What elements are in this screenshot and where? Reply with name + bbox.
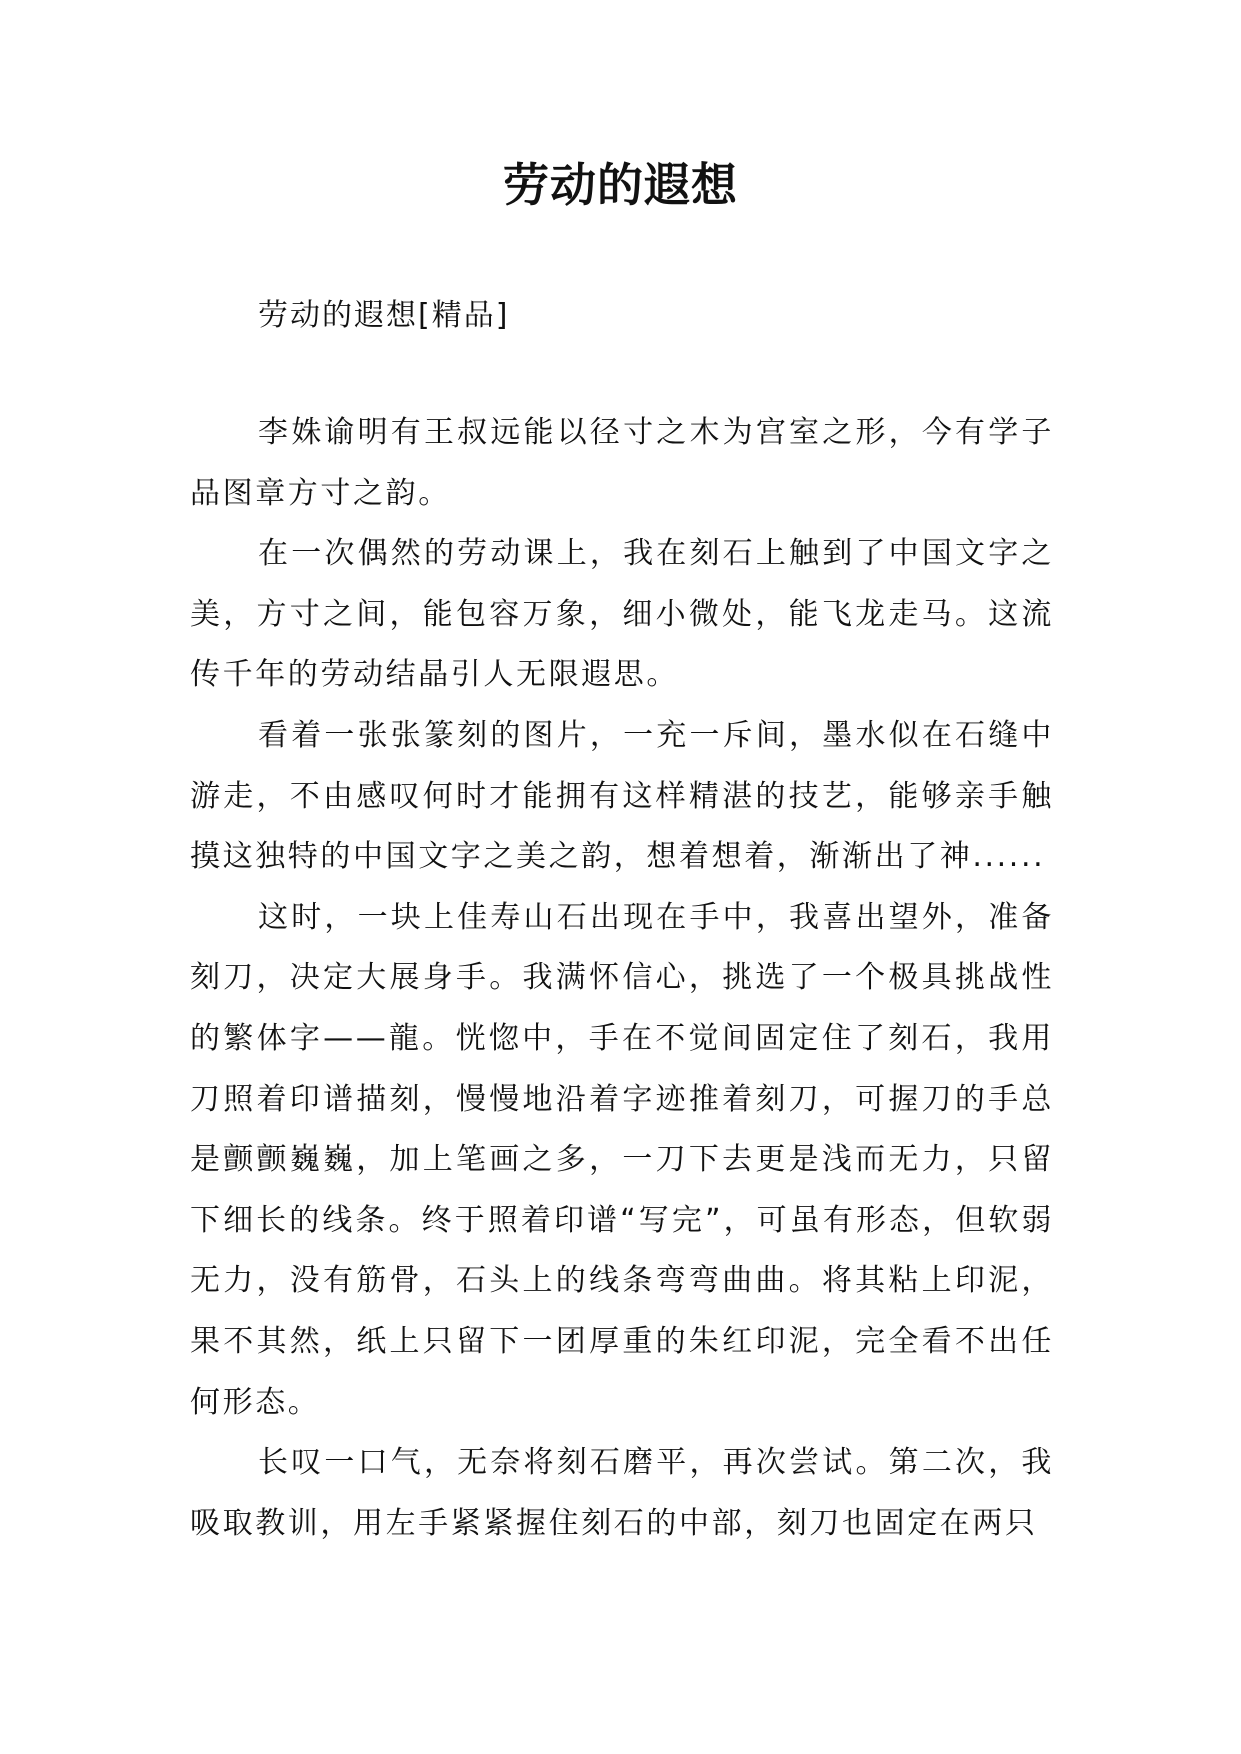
body-paragraph: 长叹一口气，无奈将刻石磨平，再次尝试。第二次，我吸取教训，用左手紧紧握住刻石的中部，刻刀也固定在两只 [190, 1445, 1054, 1541]
body-paragraph: 李姝谕明有王叔远能以径寸之木为宫室之形，今有学子品图章方寸之韵。 [190, 415, 1054, 511]
document-body [190, 403, 1054, 1554]
body-paragraph: 这时，一块上佳寿山石出现在手中，我喜出望外，准备刻刀，决定大展身手。我满怀信心，挑选了一个极具挑战性的繁体字——龍。恍惚中，手在不觉间固定住了刻石，我用刀照着印谱描刻，慢慢地沿着字迹推着刻刀，可握刀的手总是颤颤巍巍，加上笔画之多，一刀下去更是浅而无力，只留下细长的线条。终于照着印谱“写完”，可虽有形态，但软弱无力，没有筋骨，石头上的线条弯弯曲曲。将其粘上印泥，果不其然，纸上只留下一团厚重的朱红印泥，完全看不出任何形态。 [190, 899, 1054, 1420]
body-paragraph: 在一次偶然的劳动课上，我在刻石上触到了中国文字之美，方寸之间，能包容万象，细小微处，能飞龙走马。这流传千年的劳动结晶引人无限遐思。 [190, 536, 1054, 693]
document-title: 劳动的遐想 [503, 158, 738, 212]
document-subtitle: 劳动的遐想[精品] [258, 298, 510, 333]
body-paragraph: 看着一张张篆刻的图片，一充一斥间，墨水似在石缝中游走，不由感叹何时才能拥有这样精湛的技艺，能够亲手触摸这独特的中国文字之美之韵，想着想着，渐渐出了神...... [190, 717, 1054, 875]
